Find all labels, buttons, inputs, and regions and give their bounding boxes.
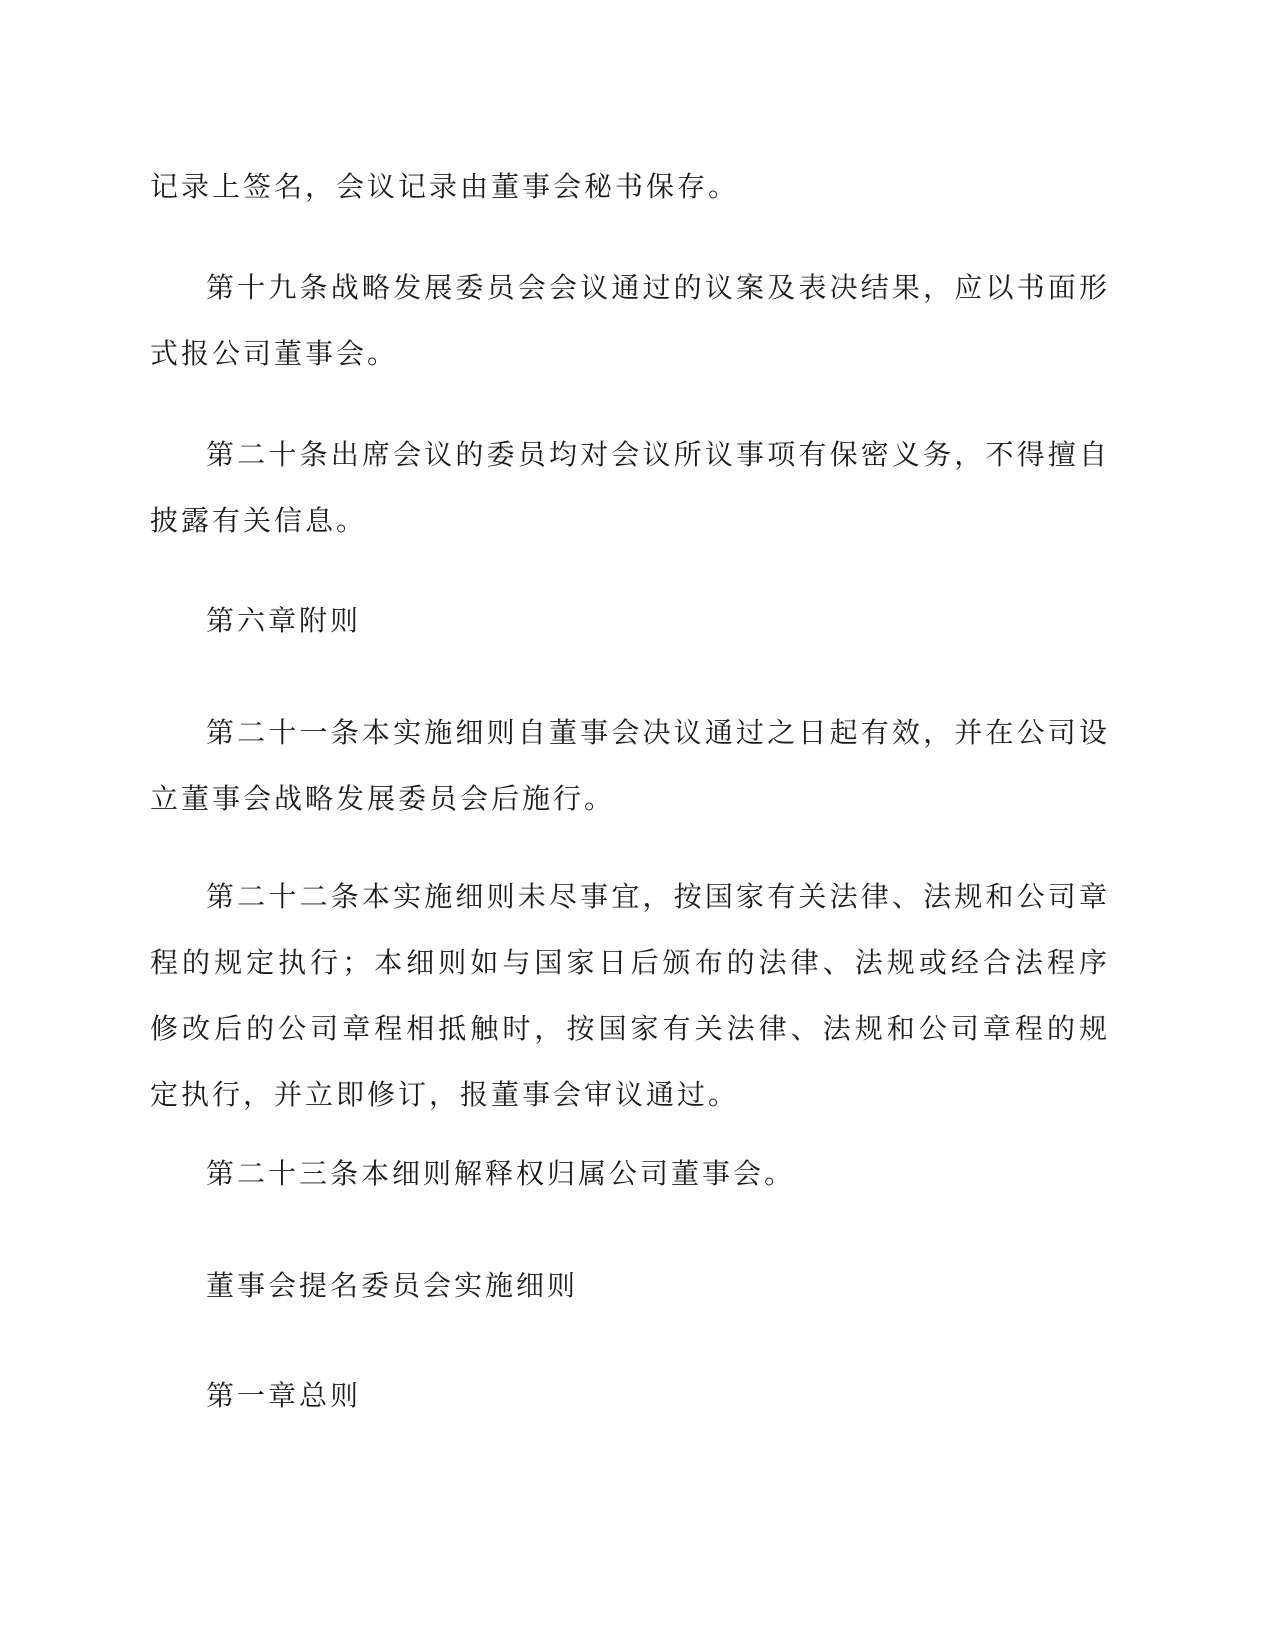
paragraph-continuation: 记录上签名，会议记录由董事会秘书保存。 [150,170,740,203]
chapter-heading-1: 第一章总则 [206,1379,362,1412]
chapter-heading-6: 第六章附则 [206,604,362,637]
paragraph-article-19: 第十九条战略发展委员会会议通过的议案及表决结果，应以书面形式报公司董事会。 [150,271,1110,370]
paragraph-article-21: 第二十一条本实施细则自董事会决议通过之日起有效，并在公司设立董事会战略发展委员会后施行。 [150,716,1110,815]
document-title-nomination-committee: 董事会提名委员会实施细则 [206,1269,579,1302]
paragraph-article-23: 第二十三条本细则解释权归属公司董事会。 [206,1157,796,1190]
paragraph-article-22: 第二十二条本实施细则未尽事宜，按国家有关法律、法规和公司章程的规定执行；本细则如与国家日后颁布的法律、法规或经合法程序修改后的公司章程相抵触时，按国家有关法律、法规和公司章程的规定执行，并立即修订，报董事会审议通过。 [150,880,1110,1111]
paragraph-article-20: 第二十条出席会议的委员均对会议所议事项有保密义务，不得擅自披露有关信息。 [150,438,1110,537]
